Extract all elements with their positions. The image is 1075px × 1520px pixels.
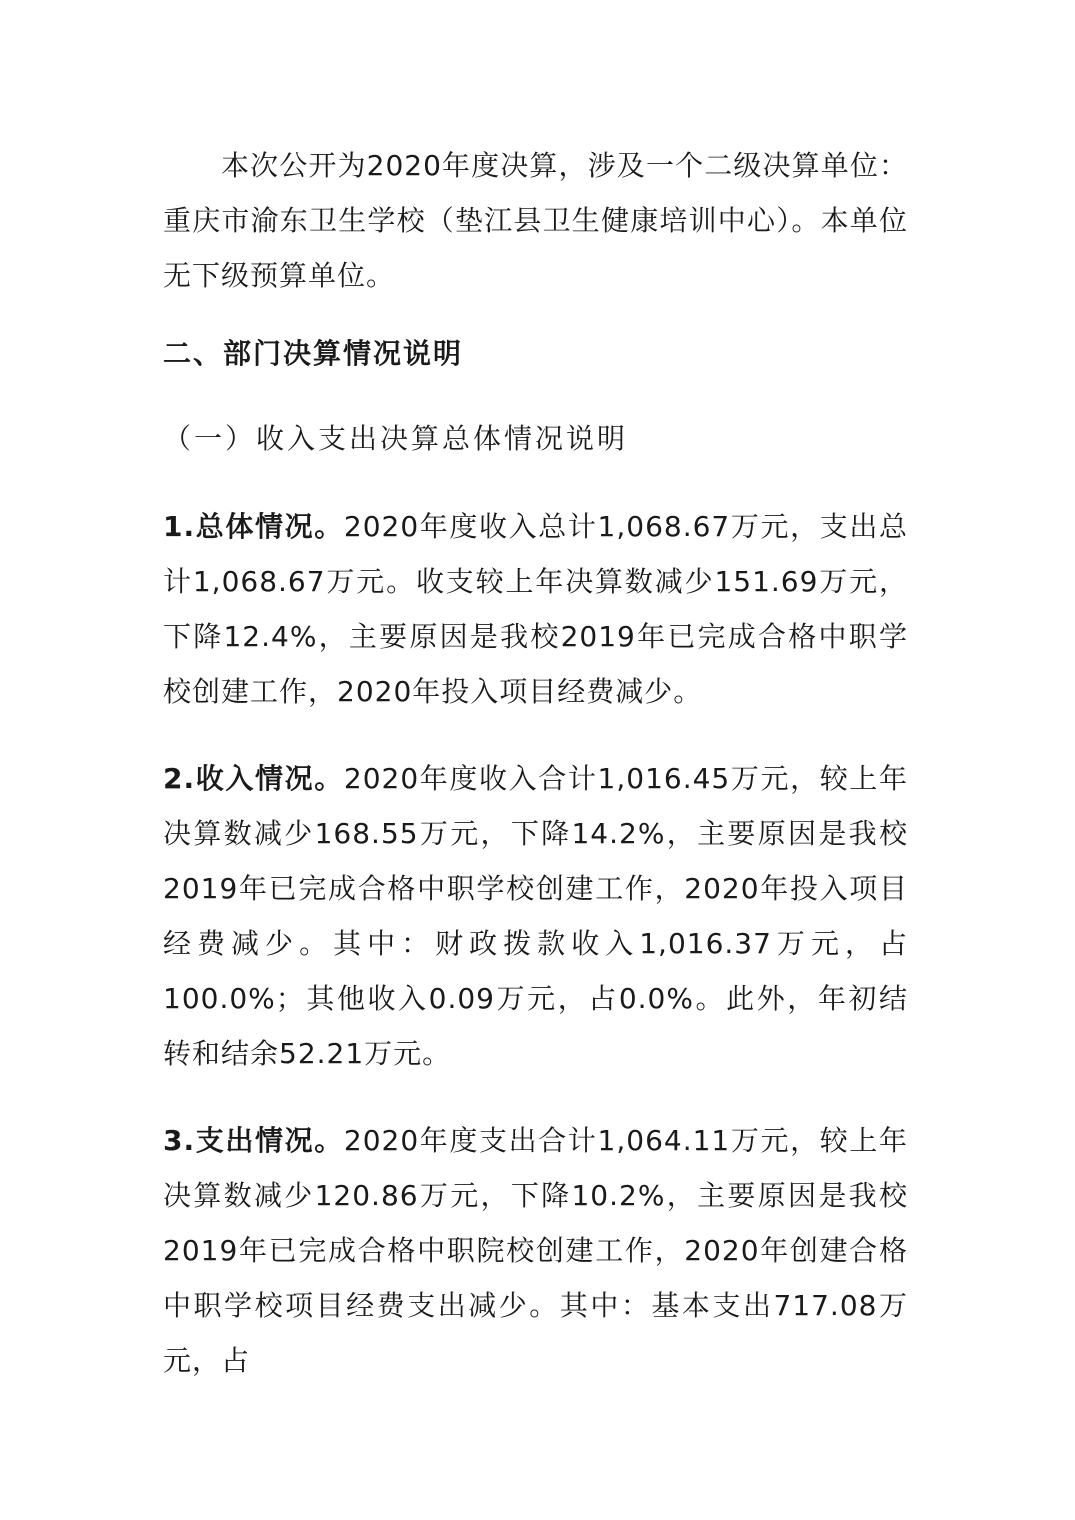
section-heading: 二、部门决算情况说明 <box>163 337 464 370</box>
overall-situation-paragraph <box>163 499 908 719</box>
intro-paragraph: 本次公开为2020年度决算，涉及一个二级决算单位：重庆市渝东卫生学校（垫江县卫生健康培训中心）。本单位无下级预算单位。 <box>163 149 908 292</box>
document-body <box>163 138 908 1388</box>
overall-situation-text: 2020年度收入总计1,068.67万元，支出总计1,068.67万元。收支较上年决算数减少151.69万元，下降12.4%，主要原因是我校2019年已完成合格中职学校创建工作，2020年投入项目经费减少。 <box>163 510 908 708</box>
expenditure-situation-paragraph <box>163 1113 908 1388</box>
income-situation-lead: 2.收入情况。 <box>163 762 344 795</box>
overall-situation-lead: 1.总体情况。 <box>163 510 344 543</box>
expenditure-situation-text: 2020年度支出合计1,064.11万元，较上年决算数减少120.86万元，下降10.2%，主要原因是我校2019年已完成合格中职院校创建工作，2020年创建合格中职学校项目经费支出减少。其中：基本支出717.08万元，占 <box>163 1124 908 1377</box>
subsection-heading: （一）收入支出决算总体情况说明 <box>163 422 629 455</box>
expenditure-situation-lead: 3.支出情况。 <box>163 1124 344 1157</box>
income-situation-paragraph <box>163 751 908 1081</box>
income-situation-text: 2020年度收入合计1,016.45万元，较上年决算数减少168.55万元，下降14.2%，主要原因是我校2019年已完成合格中职学校创建工作，2020年投入项目经费减少。其中：财政拨款收入1,016.37万元，占100.0%；其他收入0.09万元，占0.0%。此外，年初结转和结余52.21万元。 <box>163 762 908 1070</box>
